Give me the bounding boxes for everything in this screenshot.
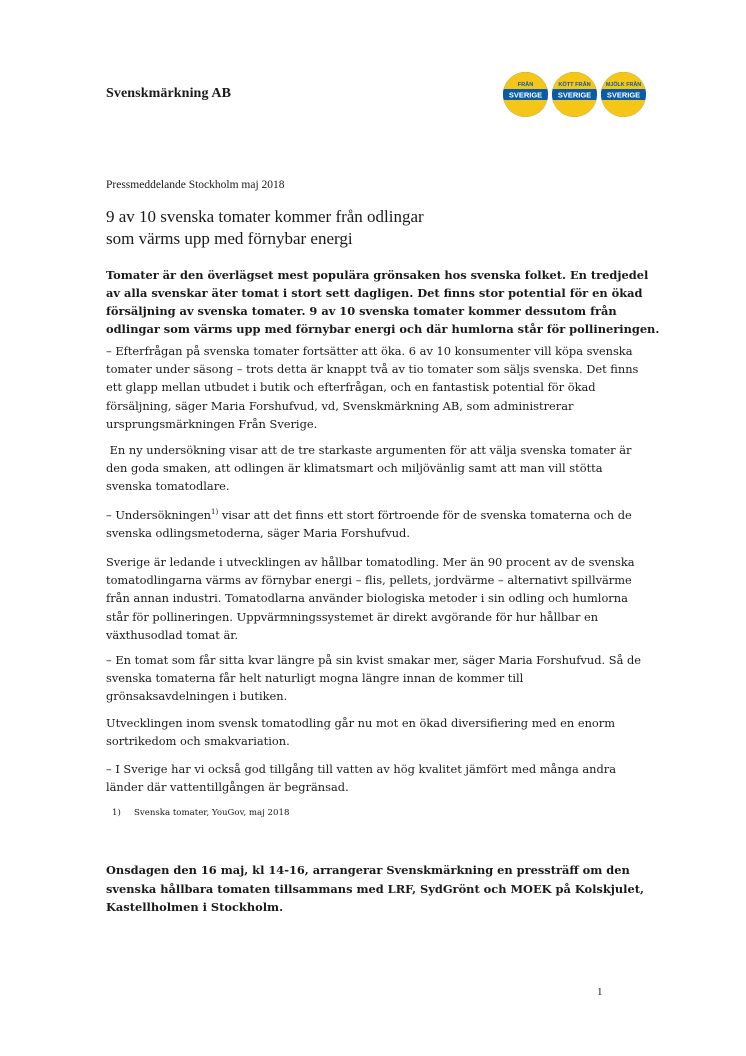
body-line: ett glapp mellan utbudet i butik och efterfrågan, och en fantastisk potential för ökad [106, 380, 596, 395]
headline-line: som värms upp med förnybar energi [106, 229, 353, 248]
body-line: länder där vattentillgången är begränsad. [106, 780, 349, 795]
body-paragraph-6 [106, 714, 615, 750]
headline-line: 9 av 10 svenska tomater kommer från odlingar [106, 207, 424, 226]
body-line: – En tomat som får sitta kvar längre på sin kvist smakar mer, säger Maria Forshufvud. Så de [106, 653, 642, 667]
body-line: Utvecklingen inom svensk tomatodling går nu mot en ökad diversifiering med en enorm [106, 716, 616, 730]
body-line: Sverige är ledande i utvecklingen av hållbar tomatodling. Mer än 90 procent av de svenska [106, 555, 635, 569]
outro-line: svenska hållbara tomaten tillsammans med LRF, SydGrönt och MOEK på Kolskjulet, [106, 881, 644, 896]
body-text: visar att det finns ett stort förtroende för de svenska tomaterna och de [221, 508, 632, 522]
body-text: – Undersökningen [106, 508, 212, 522]
body-line: tomater under säsong – trots detta är knappt två av tio tomater som säljs svenska. Det finns [106, 362, 639, 377]
outro-line: Onsdagen den 16 maj, kl 14-16, arrangerar Svenskmärkning en pressträff om den [106, 863, 630, 877]
body-line: sortrikedom och smakvariation. [106, 734, 290, 749]
lead-line: av alla svenskar äter tomat i stort sett dagligen. Det finns stor potential för en ökad [106, 286, 643, 300]
outro-line: Kastellholmen i Stockholm. [106, 900, 284, 914]
body-paragraph-2 [106, 441, 632, 496]
press-release-kicker: Pressmeddelande Stockholm maj 2018 [106, 179, 285, 191]
fran-sverige-logo [503, 72, 548, 117]
body-line: försäljning, säger Maria Forshufvud, vd, Svenskmärkning AB, som administrerar [106, 398, 574, 413]
company-name: Svenskmärkning AB [106, 86, 232, 101]
logo-group [503, 72, 646, 117]
lead-line: odlingar som värms upp med förnybar energi och där humlorna står för pollineringen. [106, 322, 660, 336]
body-line: svenska odlingsmetoderna, säger Maria Forshufvud. [106, 526, 410, 541]
body-line: svenska tomatodlare. [106, 479, 230, 494]
body-line: svenska tomaterna får helt naturligt mogna längre innan de kommer till [106, 671, 524, 686]
logo-top-text: FRÅN [517, 82, 534, 88]
body-line: står för pollineringen. Uppvärmningssystemet är direkt avgörande för hur hållbar en [106, 609, 599, 624]
logo-bottom-text: SVERIGE [557, 90, 592, 100]
body-paragraph-3 [106, 506, 632, 542]
logo-bottom-text: SVERIGE [508, 90, 543, 100]
footnote-text: Svenska tomater, YouGov, maj 2018 [134, 808, 290, 818]
kott-fran-sverige-logo [552, 72, 597, 117]
body-line: En ny undersökning visar att de tre starkaste argumenten för att välja svenska tomater är [106, 443, 632, 457]
body-paragraph-7 [106, 760, 616, 796]
body-line: ursprungsmärkningen Från Sverige. [106, 416, 318, 431]
body-line: – I Sverige har vi också god tillgång till vatten av hög kvalitet jämfört med många andra [106, 762, 617, 776]
footnote-ref: 1) [211, 508, 219, 517]
footnote-number: 1) [112, 808, 121, 818]
event-announcement [106, 861, 644, 917]
lead-line: Tomater är den överlägset mest populära grönsaken hos svenska folket. En tredjedel [106, 268, 649, 282]
logo-bottom-text: SVERIGE [606, 90, 641, 100]
mjolk-fran-sverige-logo [601, 72, 646, 117]
footnote [112, 808, 289, 818]
lead-paragraph [106, 266, 659, 338]
body-line [106, 506, 632, 524]
headline [106, 206, 626, 250]
body-paragraph-1 [106, 342, 638, 433]
body-line: växthusodlad tomat är. [106, 627, 239, 642]
lead-line: försäljning av svenska tomater. 9 av 10 svenska tomater kommer dessutom från [106, 304, 617, 318]
body-line: tomatodlingarna värms av förnybar energi – flis, pellets, jordvärme – alternativt spillvärme [106, 573, 632, 588]
body-paragraph-5 [106, 651, 641, 706]
logo-top-text: MJÖLK FRÅN [605, 82, 642, 88]
logo-top-text: KÖTT FRÅN [558, 82, 591, 88]
body-line: den goda smaken, att odlingen är klimatsmart och miljövänlig samt att man vill stötta [106, 461, 603, 476]
page-number: 1 [597, 986, 603, 998]
body-line: grönsaksavdelningen i butiken. [106, 689, 288, 704]
body-line: från annan industri. Tomatodlarna använder biologiska metoder i sin odling och humlorna [106, 591, 628, 606]
body-paragraph-4 [106, 553, 635, 644]
body-line: – Efterfrågan på svenska tomater fortsätter att öka. 6 av 10 konsumenter vill köpa svenska [106, 344, 633, 358]
